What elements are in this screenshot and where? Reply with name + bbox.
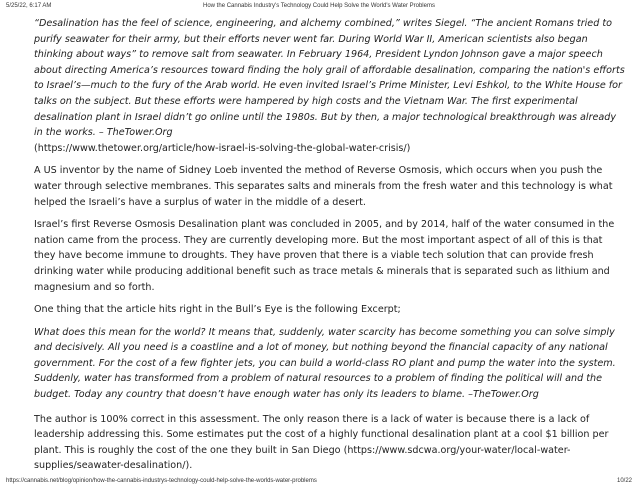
- print-footer: [6, 478, 632, 484]
- print-page-title: How the Cannabis Industry's Technology Could Help Solve the World's Water Problems: [203, 3, 435, 9]
- paragraph-author-assessment: The author is 100% correct in this assessment. The only reason there is a lack of water is because there is a lack of leadership addressing this. Some estimates put the cost of a highly functional desalination plant at a cool $1 billion per plant. This is roughly the cost of the one they built in San Diego (https://www.sdcwa.org/your-water/local-water-supplies/seawater-desalination/).: [34, 413, 609, 472]
- print-url: https://cannabis.net/blog/opinion/how-the-cannabis-industrys-technology-could-help-solve-the-worlds-water-problems: [6, 478, 317, 484]
- print-datetime: 5/25/22, 6:17 AM: [6, 3, 52, 9]
- paragraph-israel-plant: Israel’s first Reverse Osmosis Desalination plant was concluded in 2005, and by 2014, half of the water consumed in the nation came from the process. They are currently developing more. But the most important aspect of all of this is that they have become immune to droughts. They have proven that there is a viable tech solution that can provide fresh drinking water while producing additional benefit such as trace metals & minerals that is separated such as lithium and magnesium and so forth.: [34, 219, 615, 293]
- quote-desalination-history: “Desalination has the feel of science, engineering, and alchemy combined,” writes Siegel. “The ancient Romans tried to purify seawater for their army, but their efforts never went far. During World War II, American scientists also began thinking about ways” to remove salt from seawater. In February 1964, President Lyndon Johnson gave a major speech about directing America’s resources toward finding the holy grail of affordable desalination, comparing the nation's efforts to Israel’s—much to the fury of the Arab world. He even invited Israel’s Prime Minister, Levi Eshkol, to the White House for talks on the subject. But these efforts were hampered by high costs and the Vietnam War. The first experimental desalination plant in Israel didn’t go online until the 1980s. But by then, a major technological breakthrough was already in the works. – TheTower.Org: [34, 18, 625, 139]
- print-header: [6, 3, 632, 9]
- paragraph-excerpt-intro: One thing that the article hits right in the Bull’s Eye is the following Excerpt;: [34, 304, 401, 316]
- quote-source-link[interactable]: (https://www.thetower.org/article/how-israel-is-solving-the-global-water-crisis/): [34, 142, 411, 154]
- quote-water-scarcity: What does this mean for the world? It means that, suddenly, water scarcity has become something you can solve simply and decisively. All you need is a coastline and a lot of money, but nothing beyond the financial capacity of any national government. For the cost of a few fighter jets, you can build a world-class RO plant and pump the water into the system. Suddenly, water has transformed from a problem of natural resources to a problem of finding the political will and the budget. Today any country that doesn’t have enough water has only its leaders to blame. –TheTower.Org: [34, 326, 616, 401]
- article-body: [34, 16, 626, 474]
- print-page-number: 10/22: [616, 478, 632, 484]
- paragraph-reverse-osmosis: A US inventor by the name of Sidney Loeb invented the method of Reverse Osmosis, which occurs when you push the water through selective membranes. This separates salts and minerals from the fresh water and this technology is what helped the Israeli’s have a surplus of water in the middle of a desert.: [34, 165, 613, 208]
